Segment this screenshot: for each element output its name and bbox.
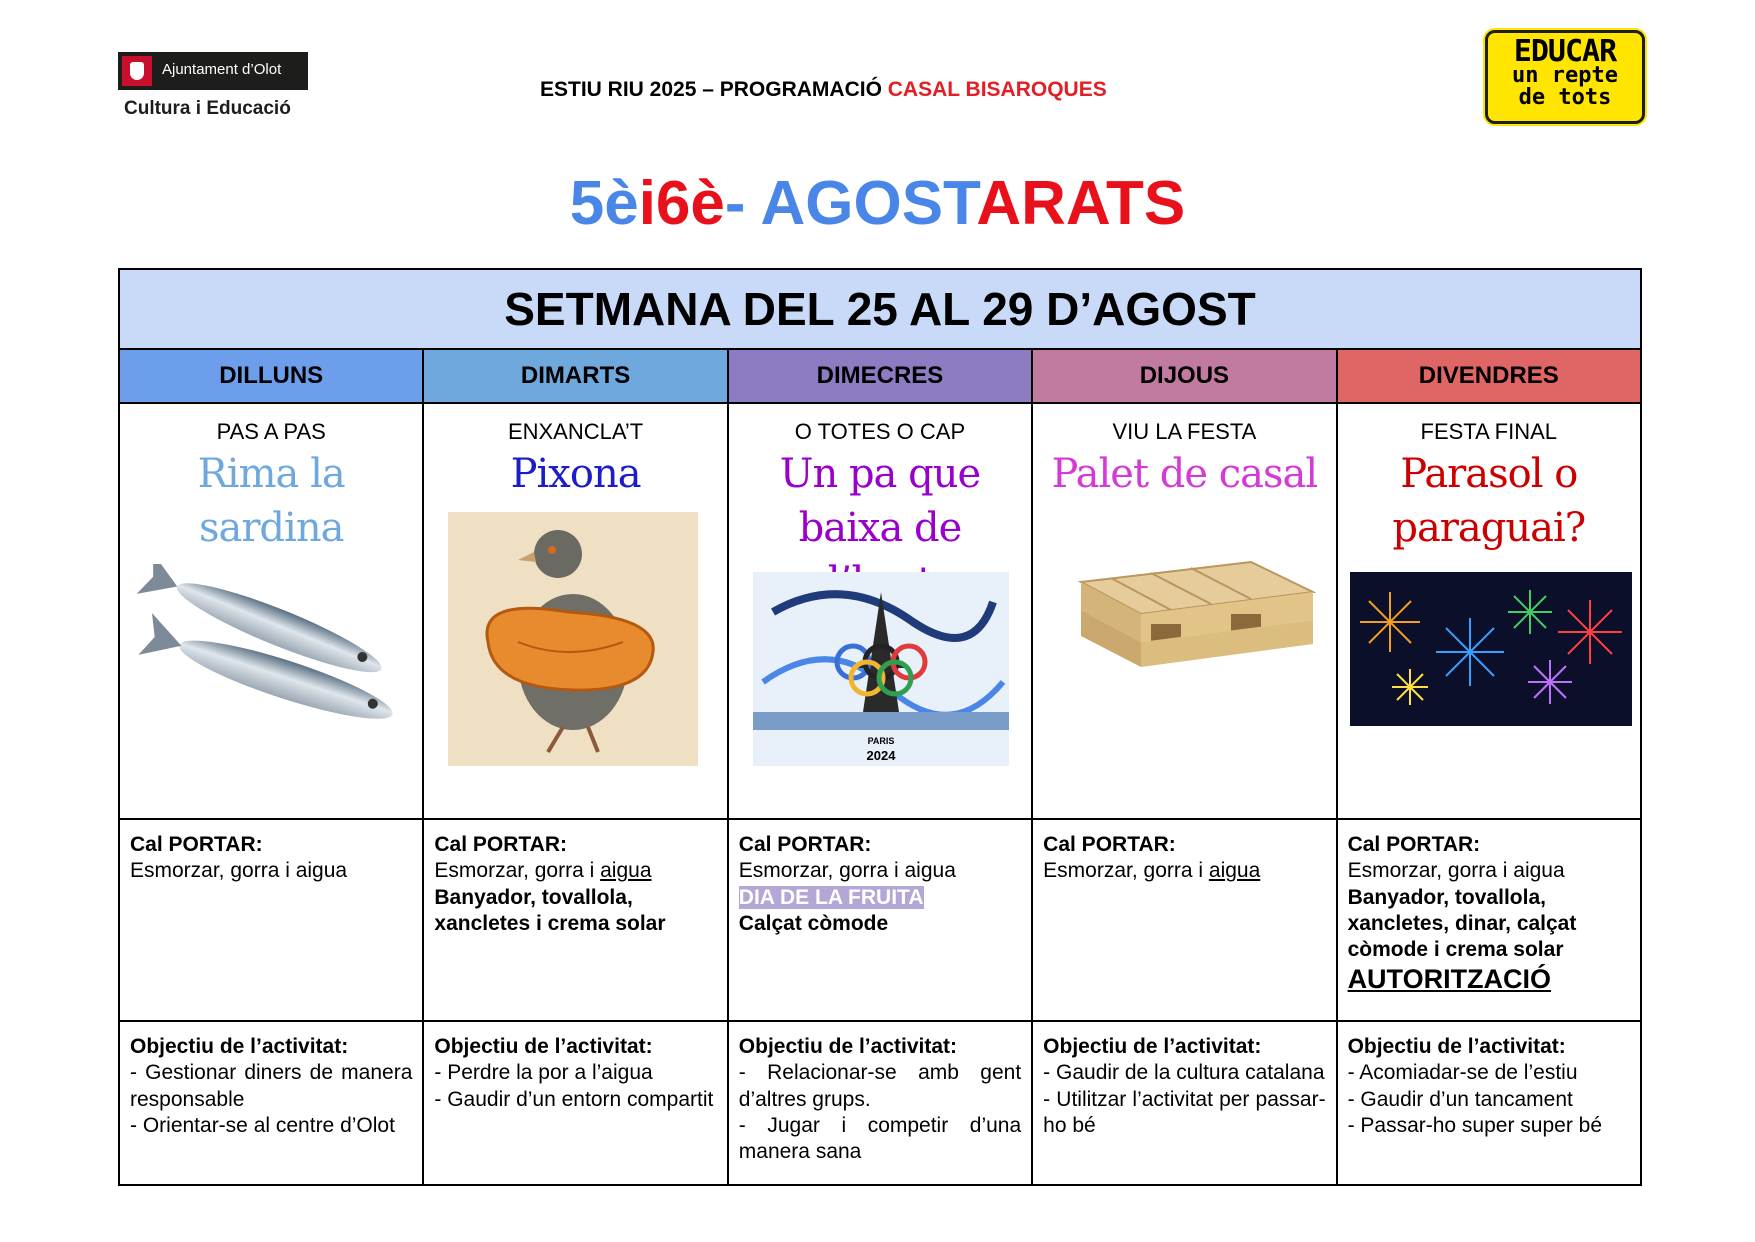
objective-item: - Gaudir de la cultura catalana [1043, 1061, 1325, 1085]
authorization-note: AUTORITZACIÓ [1347, 964, 1552, 995]
objective-item: - Perdre la por a l’aigua [434, 1061, 653, 1085]
objective-title: Objectiu de l’activitat: [738, 1035, 957, 1058]
day-header-divendres: DIVENDRES [1337, 349, 1641, 403]
educar-line1: EDUCAR [1513, 34, 1617, 69]
activity-category: PAS A PAS [216, 419, 326, 444]
olympics-paris-icon [753, 572, 1009, 766]
org-name: Ajuntament d’Olot [162, 61, 282, 78]
image-year: 2024 [866, 748, 896, 763]
activity-name: Parasol o paraguai? [1392, 451, 1586, 551]
activity-category: O TOTES O CAP [794, 419, 966, 444]
objective-item: - Gestionar diners de manera responsable [130, 1061, 413, 1111]
bring-line-b: aigua [600, 859, 652, 883]
objective-title: Objectiu de l’activitat: [1347, 1035, 1566, 1058]
objective-cell-dilluns [119, 1021, 423, 1185]
bring-title: Cal PORTAR: [1347, 833, 1481, 856]
day-header-dilluns: DILLUNS [119, 349, 423, 403]
objective-cell-dimarts [423, 1021, 727, 1185]
bring-bold: Banyador, tovallola, xancletes i crema solar [434, 885, 666, 935]
objective-item: - Gaudir d’un entorn compartit [434, 1087, 714, 1111]
bring-cell-dimarts [423, 819, 727, 1021]
bring-cell-dijous [1032, 819, 1336, 1021]
day-header-dimecres: DIMECRES [728, 349, 1032, 403]
objective-title: Objectiu de l’activitat: [434, 1035, 653, 1058]
objective-item: - Utilitzar l’activitat per passar-ho bé [1043, 1087, 1326, 1137]
wooden-pallet-icon [1051, 552, 1317, 682]
bring-cell-divendres [1337, 819, 1641, 1021]
activity-cell-dimarts [423, 403, 727, 819]
activity-cell-dilluns [119, 403, 423, 819]
educar-line2: un repte [1512, 63, 1618, 88]
objective-item: - Orientar-se al centre d’Olot [130, 1113, 395, 1137]
bring-bold: Calçat còmode [738, 911, 889, 935]
activity-name: Pixona [510, 451, 641, 497]
activity-name: Un pa que baixa de [779, 451, 981, 551]
bring-title: Cal PORTAR: [130, 833, 263, 856]
bring-line-a: Esmorzar, gorra i [1043, 859, 1209, 883]
program-prefix: ESTIU RIU 2025 – PROGRAMACIÓ [540, 78, 888, 101]
title-part1: 5è [569, 169, 639, 238]
activity-category: VIU LA FESTA [1112, 419, 1257, 444]
objective-cell-dimecres [728, 1021, 1032, 1185]
objective-title: Objectiu de l’activitat: [1043, 1035, 1262, 1058]
bring-line [1043, 858, 1325, 884]
bring-line-b: aigua [1208, 859, 1261, 883]
bring-title: Cal PORTAR: [434, 833, 568, 856]
bring-bold: Banyador, tovallola, xancletes, dinar, calçat còmode i crema solar [1347, 885, 1577, 961]
bring-cell-dimecres [728, 819, 1032, 1021]
activity-cell-divendres [1337, 403, 1641, 819]
bring-line-a: Esmorzar, gorra i [434, 859, 601, 883]
page-title [0, 168, 1755, 239]
weekly-schedule-table [118, 268, 1642, 1186]
activity-name: Rima la sardina [197, 451, 345, 551]
objective-item: - Acomiadar-se de l’estiu [1347, 1061, 1578, 1085]
bring-line: Esmorzar, gorra i aigua [738, 859, 956, 883]
dept-name: Cultura i Educació [124, 98, 291, 119]
objective-cell-dijous [1032, 1021, 1336, 1185]
fruit-day-highlight: DIA DE LA FRUITA [738, 885, 924, 909]
title-part4: ARATS [976, 169, 1186, 238]
week-title: SETMANA DEL 25 AL 29 D’AGOST [119, 269, 1641, 349]
activity-cell-dimecres [728, 403, 1032, 819]
activity-category: ENXANCLA’T [507, 419, 644, 444]
bring-line: Esmorzar, gorra i aigua [1347, 859, 1565, 883]
casal-name: CASAL BISAROQUES [887, 78, 1107, 101]
day-header-dimarts: DIMARTS [423, 349, 727, 403]
activity-name: Palet de casal [1051, 451, 1318, 497]
bring-line [434, 858, 716, 884]
objective-item: - Relacionar-se amb gent d’altres grups. [738, 1061, 1022, 1111]
sardines-icon [130, 564, 410, 724]
objective-title: Objectiu de l’activitat: [130, 1035, 349, 1058]
activity-cell-dijous [1032, 403, 1336, 819]
activity-category: FESTA FINAL [1420, 419, 1558, 444]
olot-crest-icon [122, 56, 152, 86]
ajuntament-logo [118, 52, 318, 122]
day-header-dijous: DIJOUS [1032, 349, 1336, 403]
educar-logo [1485, 30, 1645, 124]
objective-item: - Passar-ho super super bé [1347, 1113, 1603, 1137]
title-part3: - AGOST [724, 169, 977, 238]
objective-cell-divendres [1337, 1021, 1641, 1185]
bring-line: Esmorzar, gorra i aigua [130, 859, 348, 883]
bring-title: Cal PORTAR: [738, 833, 872, 856]
title-part2: i6è [638, 169, 725, 238]
bring-title: Cal PORTAR: [1043, 833, 1176, 856]
bring-cell-dilluns [119, 819, 423, 1021]
educar-line3: de tots [1518, 85, 1612, 110]
fireworks-icon [1350, 572, 1632, 726]
objective-item: - Gaudir d’un tancament [1347, 1087, 1573, 1111]
objective-item: - Jugar i competir d’una manera sana [738, 1113, 1022, 1163]
pigeon-float-icon [448, 512, 698, 766]
image-label: PARIS [867, 736, 895, 746]
program-title [540, 78, 1240, 102]
